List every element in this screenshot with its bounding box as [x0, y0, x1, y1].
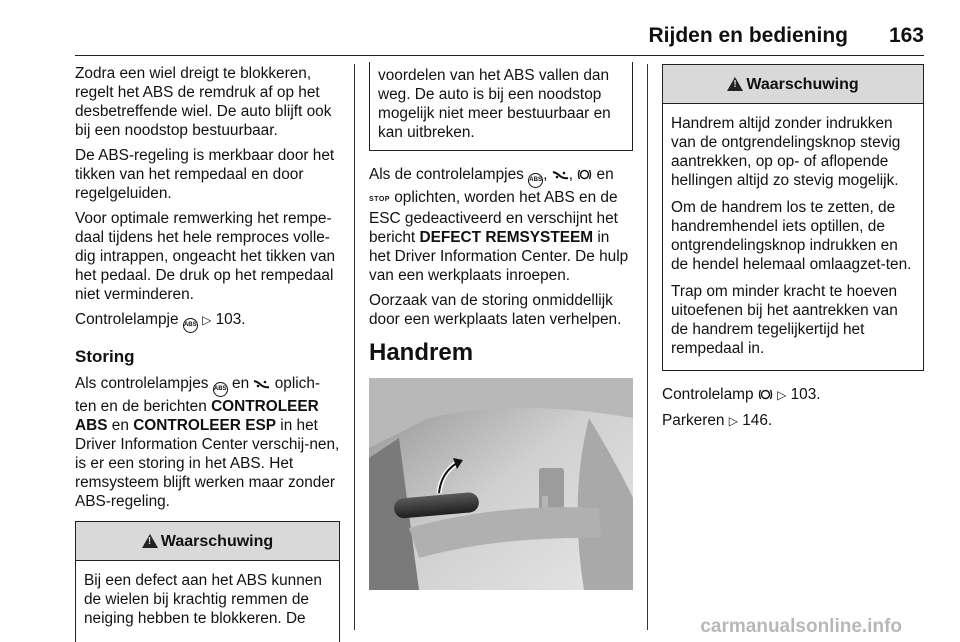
subheading-storing: Storing: [75, 347, 135, 366]
column-divider-1: [354, 64, 355, 630]
text: Controlelamp: [662, 386, 754, 403]
warning-body: [76, 561, 339, 640]
warning-title: Waarschuwing: [160, 532, 274, 550]
column-2: [369, 64, 633, 590]
paragraph: Oorzaak van de storing onmiddellijk door een werkplaats laten verhelpen.: [369, 292, 622, 328]
column-divider-2: [647, 64, 648, 630]
text: oplichten, worden het ABS en de ESC gedeactiveerd en verschijnt het bericht: [369, 189, 618, 246]
watermark: carmanualsonline.info: [700, 616, 902, 637]
page-reference-arrow-icon: ▷: [777, 388, 787, 402]
message-controleer-abs: CONTROLEER ABS: [75, 398, 319, 434]
warning-body: [663, 104, 923, 370]
text: Als de controlelampjes: [369, 166, 524, 183]
warning-box-continued: [369, 62, 633, 151]
abs-warning-icon: ABS: [213, 382, 228, 397]
paragraph: [662, 385, 924, 405]
text: en: [111, 417, 129, 434]
heading-handrem: Handrem: [369, 339, 474, 366]
paragraph: [75, 310, 340, 333]
paragraph: Zodra een wiel dreigt te blokkeren, regelt het ABS de remdruk af op het desbetreffende wiel. De auto blijft ook bij een noodstop bestuurbaar.: [75, 65, 332, 139]
handbrake-photo: [369, 378, 633, 590]
warning-box-handrem: [662, 64, 924, 371]
handbrake-illustration: [369, 378, 633, 590]
warning-triangle-icon: [142, 534, 158, 548]
text: in het Driver Information Center. De hulp van een werkplaats inroepen.: [369, 229, 629, 284]
column-3: [662, 64, 924, 437]
page-reference-arrow-icon: ▷: [202, 313, 212, 327]
page-reference[interactable]: 146.: [742, 412, 773, 429]
abs-warning-icon: ABS: [528, 173, 543, 188]
abs-warning-icon: ABS: [183, 318, 198, 333]
text: en: [596, 166, 614, 183]
paragraph: De ABS-regeling is merkbaar door het tikken van het rempedaal en door regelgeluiden.: [75, 147, 335, 202]
paragraph: [662, 411, 924, 431]
esp-icon: [552, 170, 569, 180]
warning-header: [76, 522, 339, 561]
message-defect-remsysteem: DEFECT REMSYSTEEM: [419, 229, 594, 246]
column-1: [75, 64, 340, 642]
page-reference[interactable]: 103.: [215, 311, 246, 328]
page-number: 163: [888, 24, 924, 47]
brake-warning-icon: [758, 387, 773, 402]
section-title: Rijden en bediening: [648, 24, 848, 47]
warning-text: voordelen van het ABS vallen dan weg. De auto is bij een noodstop mogelijk niet meer bestuurbaar en kan uitbreken.: [378, 67, 611, 141]
warning-text: Trap om minder kracht te hoeven uitoefenen bij het aantrekken van de handrem tegelijkertijd het rempedaal in.: [671, 283, 898, 357]
text: in het Driver Information Center verschij-nen, is er een storing in het ABS. Het remsysteem blijft werken maar zonder ABS-regeling.: [75, 417, 340, 510]
text: en: [232, 375, 250, 392]
text: Parkeren: [662, 412, 725, 429]
warning-text: Bij een defect aan het ABS kunnen de wielen bij krachtig remmen de neiging hebben te blokkeren. De: [84, 572, 322, 627]
text: Als controlelampjes: [75, 375, 209, 392]
header-rule: [75, 55, 924, 56]
warning-text: Om de handrem los te zetten, de handremhendel iets optillen, de ontgrendelingsknop indrukken en de hendel helemaal omlaagzet-ten.: [671, 199, 912, 273]
warning-title: Waarschuwing: [746, 75, 859, 93]
page-reference-arrow-icon: ▷: [728, 414, 738, 428]
warning-box-abs: [75, 521, 340, 642]
text: Controlelampje: [75, 311, 179, 328]
text: oplich-ten en de berichten: [75, 375, 321, 415]
warning-header: [663, 65, 923, 104]
paragraph: Als de controlelampjes ABS, , en STOP oplichten, worden het ABS en de ESC gedeactiveerd en verschijnt het bericht DEFECT REMSYSTEEM in het Driver Information Center. De hulp van een werkplaats inroepen.: [369, 166, 629, 284]
message-controleer-esp: CONTROLEER ESP: [133, 417, 276, 434]
page-header: [0, 0, 960, 58]
brake-warning-icon: [577, 167, 592, 182]
paragraph: Voor optimale remwerking het rempe-daal tijdens het hele remproces volle-dig intrappen, ongeacht het tikken van het pedaal. De druk op het rempedaal niet verminderen.: [75, 210, 336, 303]
warning-text: Handrem altijd zonder indrukken van de ontgrendelingsknop stevig aantrekken, op op- of aflopende hellingen altijd zo stevig mogelijk.: [671, 115, 901, 189]
esp-icon: [253, 379, 270, 389]
paragraph: [75, 374, 340, 511]
page-reference[interactable]: 103.: [790, 386, 821, 403]
stop-icon: STOP: [369, 196, 390, 203]
warning-triangle-icon: [727, 77, 743, 91]
